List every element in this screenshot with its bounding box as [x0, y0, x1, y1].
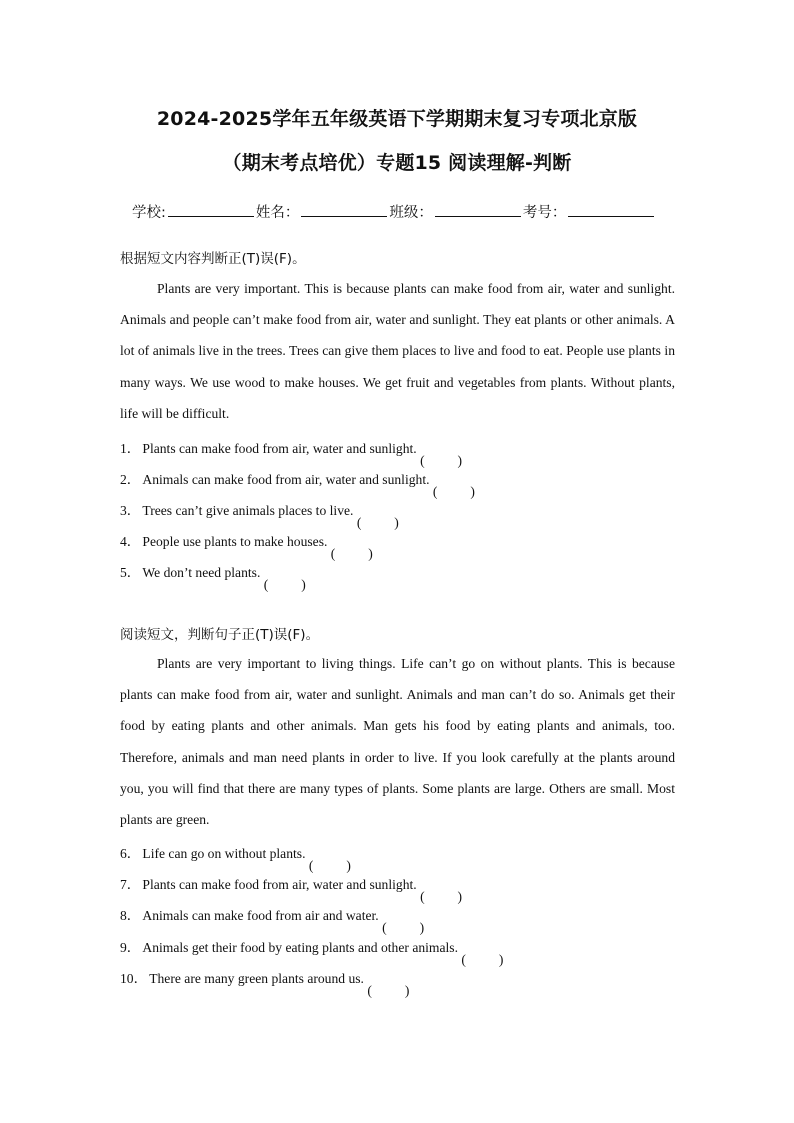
- student-info-row: [132, 201, 656, 222]
- name-field[interactable]: [301, 202, 387, 217]
- question-number: 4．: [120, 534, 141, 549]
- question-number: 6．: [120, 846, 141, 861]
- question-text: Animals can make food from air, water and sunlight.: [142, 472, 430, 487]
- question-number: 10．: [120, 971, 148, 986]
- question-number: 1．: [120, 441, 141, 456]
- question-item: 9． Animals get their food by eating plants and other animals. ( ): [120, 940, 504, 967]
- question-number: 5．: [120, 565, 141, 580]
- question-item: 5． We don’t need plants. ( ): [120, 565, 306, 592]
- number-label: 考号：: [522, 205, 567, 221]
- question-item: 1． Plants can make food from air, water and sunlight. ( ): [120, 441, 463, 468]
- question-text: People use plants to make houses.: [142, 534, 328, 549]
- class-label: 班级：: [389, 205, 433, 221]
- question-text: Animals can make food from air and water.: [142, 908, 379, 923]
- section1-passage: Plants are very important. This is because plants can make food from air, water and sunlight. Animals and people can’t make food from air, water and sunlight. They eat plants or other animals. A lot of animals live in the trees. Trees can give them places to live and food to eat. People use plants in many ways. We use wood to make houses. We get fruit and vegetables from plants. Without plants, life will be difficult.: [120, 281, 675, 421]
- question-text: Life can go on without plants.: [142, 846, 306, 861]
- question-text: Plants can make food from air, water and sunlight.: [142, 877, 417, 892]
- school-field[interactable]: [168, 202, 254, 217]
- page-subtitle: （期末考点培优）专题15 阅读理解-判断: [222, 152, 572, 174]
- question-item: 2． Animals can make food from air, water and sunlight. ( ): [120, 472, 475, 499]
- question-item: 3． Trees can’t give animals places to live. ( ): [120, 503, 399, 530]
- question-text: There are many green plants around us.: [149, 971, 364, 986]
- question-number: 9．: [120, 940, 141, 955]
- question-number: 8．: [120, 908, 141, 923]
- school-label: 学校:: [132, 205, 166, 221]
- question-text: Plants can make food from air, water and sunlight.: [142, 441, 417, 456]
- class-field[interactable]: [435, 202, 521, 217]
- question-number: 3．: [120, 503, 141, 518]
- question-item: 8． Animals can make food from air and water. ( ): [120, 908, 425, 935]
- section2-instruction: 阅读短文，判断句子正(T)误(F)。: [120, 627, 320, 643]
- question-item: 10． There are many green plants around us. ( ): [120, 971, 410, 998]
- section1-instruction: 根据短文内容判断正(T)误(F)。: [120, 251, 306, 267]
- question-text: We don’t need plants.: [142, 565, 261, 580]
- question-number: 7．: [120, 877, 141, 892]
- page-title: 2024-2025学年五年级英语下学期期末复习专项北京版: [156, 108, 638, 130]
- number-field[interactable]: [568, 202, 654, 217]
- question-number: 2．: [120, 472, 141, 487]
- question-text: Trees can’t give animals places to live.: [142, 503, 354, 518]
- question-item: 6． Life can go on without plants. ( ): [120, 846, 351, 873]
- question-text: Animals get their food by eating plants and other animals.: [142, 940, 458, 955]
- question-item: 4． People use plants to make houses. ( ): [120, 534, 373, 561]
- section2-passage: Plants are very important to living things. Life can’t go on without plants. This is because plants can make food from air, water and sunlight. Animals and man can’t do so. Animals get their food by eating plants and other animals. Man gets his food by eating plants and animals, too. Therefore, animals and man need plants in order to live. If you look carefully at the plants around you, you will find that there are many types of plants. Some plants are large. Others are small. Most plants are green.: [120, 656, 675, 828]
- question-item: 7． Plants can make food from air, water and sunlight. ( ): [120, 877, 463, 904]
- name-label: 姓名：: [255, 205, 300, 221]
